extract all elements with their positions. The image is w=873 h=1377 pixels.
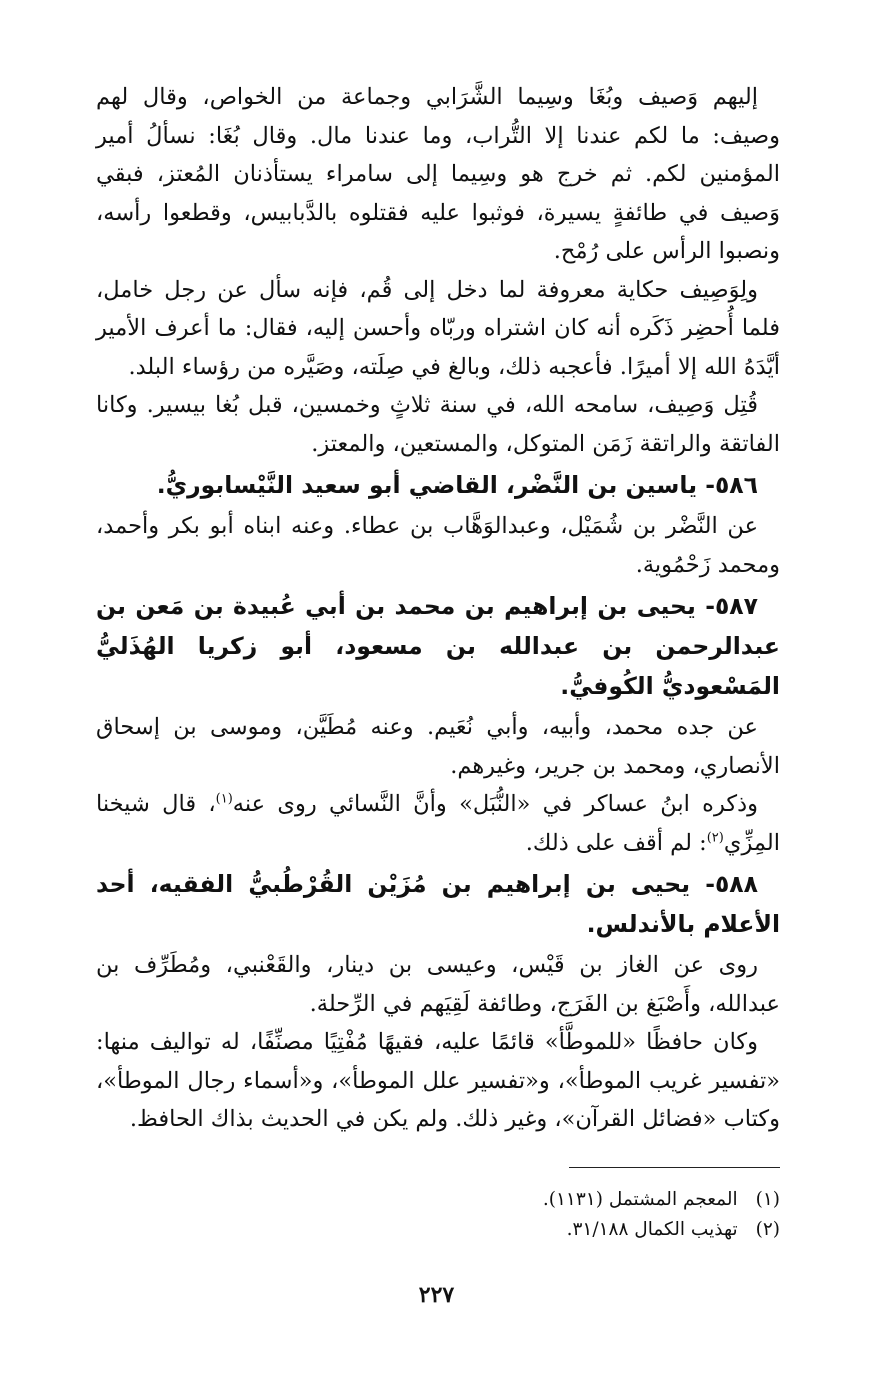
entry-heading-587: ٥٨٧- يحيى بن إبراهيم بن محمد بن أبي عُبيدة بن مَعن بن عبدالرحمن بن عبدالله بن مسعود، أبو زكريا الهُذَليُّ المَسْعوديُّ الكُوفيُّ.: [96, 592, 780, 700]
entry-heading-586: ٥٨٦- ياسين بن النَّضْر، القاضي أبو سعيد النَّيْسابوريُّ.: [156, 471, 758, 499]
footnote-number: (١): [755, 1189, 780, 1210]
entry-heading-588: ٥٨٨- يحيى بن إبراهيم بن مُزَيْن القُرْطُبيُّ الفقيه، أحد الأعلام بالأندلس.: [96, 870, 780, 938]
paragraph-text: وذكره ابنُ عساكر في «النُّبَل» وأنَّ النَّسائي روى عنه: [232, 791, 758, 817]
footnote-divider: [569, 1167, 780, 1168]
footnote-text: تهذيب الكمال ٣١/١٨٨.: [566, 1219, 738, 1240]
paragraph-text: ، قال شيخنا المِزِّي: [96, 791, 780, 856]
footnote: [96, 1185, 780, 1215]
paragraph: روى عن الغاز بن قَيْس، وعيسى بن دينار، والقَعْنبي، ومُطَرِّف بن عبدالله، وأَصْبَغ بن الفَرَج، وطائفة لَقِيَهم في الرِّحلة.: [96, 952, 780, 1017]
paragraph: ولِوَصِيف حكاية معروفة لما دخل إلى قُم، فإنه سأل عن رجل خامل، فلما أُحضِر ذَكَره أنه كان اشتراه وربّاه وأحسن إليه، فقال: ما أعرف الأمير أيَّدَهُ الله إلا أميرًا. فأعجبه ذلك، وبالغ في صِلَته، وصَيَّره من رؤساء البلد.: [96, 276, 780, 380]
paragraph: وكان حافظًا «للموطَّأ» قائمًا عليه، فقيهًا مُفْتِيًا مصنِّفًا، له تواليف منها: «تفسير غريب الموطأ»، و«تفسير علل الموطأ»، و«أسماء رجال الموطأ»، وكتاب «فضائل القرآن»، وغير ذلك. ولم يكن في الحديث بذاك الحافظ.: [96, 1029, 780, 1132]
paragraph-with-footnotes: [96, 785, 780, 862]
paragraph-text: : لم أقف على ذلك.: [525, 829, 707, 856]
paragraph: عن النَّضْر بن شُمَيْل، وعبدالوَهَّاب بن عطاء. وعنه ابناه أبو بكر وأحمد، ومحمد زَحْمُوية.: [96, 513, 780, 578]
page-number: ٢٢٧: [418, 1282, 455, 1308]
footnote-marker: (٢): [706, 830, 724, 845]
footnote-number: (٢): [755, 1219, 780, 1240]
main-text: [96, 78, 780, 1139]
paragraph: قُتِل وَصِيف، سامحه الله، في سنة ثلاثٍ وخمسين، قبل بُغا بيسير. وكانا الفاتقة والراتقة زَمَن المتوكل، والمستعين، والمعتز.: [96, 392, 780, 457]
footnotes: [96, 1185, 780, 1245]
paragraph: إليهم وَصيف وبُغَا وسِيما الشَّرَابي وجماعة من الخواص، وقال لهم وصيف: ما لكم عندنا إلا التُّراب، وما عندنا مال. وقال بُغَا: نسألُ أمير المؤمنين لكم. ثم خرج هو وسِيما إلى سامراء يستأذنان المُعتز، فبقي وَصيف في طائفةٍ يسيرة، فوثبوا عليه فقتلوه بالدَّبابيس، وقطعوا رأسه، ونصبوا الرأس على رُمْح.: [96, 84, 780, 264]
paragraph: عن جده محمد، وأبيه، وأبي نُعَيم. وعنه مُطَيَّن، وموسى بن إسحاق الأنصاري، ومحمد بن جرير، وغيرهم.: [96, 714, 780, 779]
footnote-text: المعجم المشتمل (١١٣١).: [542, 1189, 738, 1210]
footnote: [96, 1215, 780, 1245]
footnote-marker: (١): [215, 791, 233, 807]
